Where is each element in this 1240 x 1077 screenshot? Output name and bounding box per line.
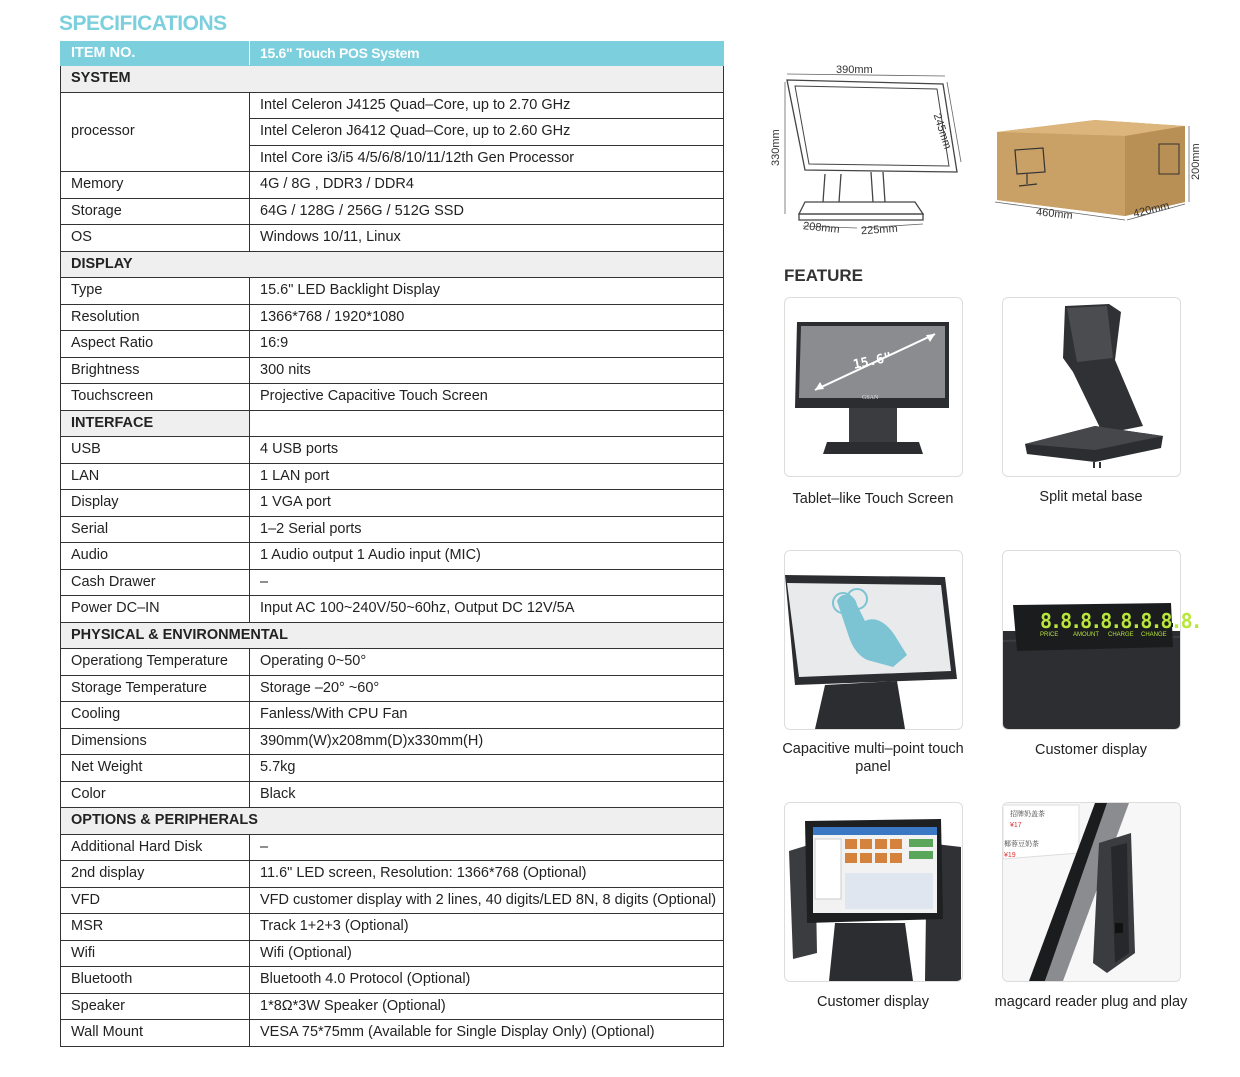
vfd-label-price: PRICE xyxy=(1040,632,1059,638)
row-value: 4G / 8G , DDR3 / DDR4 xyxy=(250,172,724,199)
feature-caption: Capacitive multi–point touch panel xyxy=(782,741,964,775)
row-label: Dimensions xyxy=(61,728,250,755)
row-label: Resolution xyxy=(61,304,250,331)
row-label: Type xyxy=(61,278,250,305)
section-header-display xyxy=(61,251,724,278)
table-row xyxy=(61,649,724,676)
row-label: OS xyxy=(61,225,250,252)
dual-display-illustration xyxy=(785,803,962,981)
table-row xyxy=(61,543,724,570)
table-row xyxy=(61,834,724,861)
row-label: Storage xyxy=(61,198,250,225)
row-value: 64G / 128G / 256G / 512G SSD xyxy=(250,198,724,225)
specifications-title: SPECIFICATIONS xyxy=(59,12,227,35)
row-value: 11.6" LED screen, Resolution: 1366*768 (Optional) xyxy=(250,861,724,888)
box-height-label: 200mm xyxy=(1190,143,1202,180)
table-row xyxy=(61,861,724,888)
section-title: PHYSICAL & ENVIRONMENTAL xyxy=(61,622,724,649)
table-row xyxy=(61,1020,724,1047)
vfd-illustration xyxy=(1003,551,1180,729)
box-width-label: 420mm xyxy=(1132,199,1171,221)
row-label: Wall Mount xyxy=(61,1020,250,1047)
row-label: Cash Drawer xyxy=(61,569,250,596)
row-value: Input AC 100~240V/50~60hz, Output DC 12V/5A xyxy=(250,596,724,623)
feature-caption: Customer display xyxy=(816,994,929,1010)
row-label: Additional Hard Disk xyxy=(61,834,250,861)
section-title: DISPLAY xyxy=(61,251,724,278)
item-number-label: ITEM NO. xyxy=(61,42,250,66)
row-value: Track 1+2+3 (Optional) xyxy=(250,914,724,941)
table-row xyxy=(61,728,724,755)
row-label: 2nd display xyxy=(61,861,250,888)
dimension-screen-depth-label: 245mm xyxy=(930,112,954,151)
menu-price-2: ¥19 xyxy=(1004,852,1016,859)
row-value: 390mm(W)x208mm(D)x330mm(H) xyxy=(250,728,724,755)
table-row xyxy=(61,92,724,119)
item-number-value: 15.6" Touch POS System xyxy=(250,42,724,66)
row-label: VFD xyxy=(61,887,250,914)
row-label: LAN xyxy=(61,463,250,490)
table-row xyxy=(61,516,724,543)
feature-caption: Customer display xyxy=(1034,742,1147,758)
row-label: Audio xyxy=(61,543,250,570)
table-row xyxy=(61,702,724,729)
spec-table xyxy=(60,41,724,1047)
vfd-label-amount: AMOUNT xyxy=(1073,632,1099,638)
row-value: 15.6" LED Backlight Display xyxy=(250,278,724,305)
section-header-options xyxy=(61,808,724,835)
table-row xyxy=(61,914,724,941)
row-value: – xyxy=(250,834,724,861)
table-row xyxy=(61,437,724,464)
row-value: 1 LAN port xyxy=(250,463,724,490)
feature-image-touch-screen xyxy=(784,297,963,477)
table-row xyxy=(61,569,724,596)
row-value: VESA 75*75mm (Available for Single Display Only) (Optional) xyxy=(250,1020,724,1047)
section-header-physical xyxy=(61,622,724,649)
table-row xyxy=(61,172,724,199)
processor-option: Intel Core i3/i5 4/5/6/8/10/11/12th Gen Processor xyxy=(250,145,724,172)
brand-logo: GSAN xyxy=(862,395,879,401)
table-row xyxy=(61,304,724,331)
item-number-row xyxy=(61,42,724,66)
row-label: Wifi xyxy=(61,940,250,967)
table-row xyxy=(61,490,724,517)
vfd-digits: 8.8.8.8.8.8.8.8. xyxy=(1040,609,1201,633)
row-label: Storage Temperature xyxy=(61,675,250,702)
dimension-base-width-label: 225mm xyxy=(860,222,899,238)
table-row xyxy=(61,675,724,702)
table-row xyxy=(61,940,724,967)
row-value: 5.7kg xyxy=(250,755,724,782)
section-title: SYSTEM xyxy=(61,66,724,93)
vfd-label-charge: CHARGE xyxy=(1108,632,1134,638)
section-title: INTERFACE xyxy=(61,410,250,437)
table-row xyxy=(61,357,724,384)
table-row xyxy=(61,225,724,252)
feature-title: FEATURE xyxy=(784,266,864,285)
section-title: OPTIONS & PERIPHERALS xyxy=(61,808,724,835)
row-value: 300 nits xyxy=(250,357,724,384)
row-label: Power DC–IN xyxy=(61,596,250,623)
row-value: Wifi (Optional) xyxy=(250,940,724,967)
table-row xyxy=(61,967,724,994)
table-row xyxy=(61,198,724,225)
row-label: Serial xyxy=(61,516,250,543)
feature-image-msr xyxy=(1002,802,1181,982)
table-row xyxy=(61,331,724,358)
row-value: Operating 0~50° xyxy=(250,649,724,676)
row-label: USB xyxy=(61,437,250,464)
table-row xyxy=(61,596,724,623)
feature-caption: Split metal base xyxy=(1039,489,1143,505)
row-label: Touchscreen xyxy=(61,384,250,411)
feature-caption: Tablet–like Touch Screen xyxy=(792,491,954,507)
feature-caption: magcard reader plug and play xyxy=(994,994,1188,1010)
row-value: Fanless/With CPU Fan xyxy=(250,702,724,729)
box-length-label: 460mm xyxy=(1035,206,1074,222)
section-header-system xyxy=(61,66,724,93)
table-row xyxy=(61,755,724,782)
row-value: – xyxy=(250,569,724,596)
feature-image-vfd-display xyxy=(1002,550,1181,730)
row-value: Projective Capacitive Touch Screen xyxy=(250,384,724,411)
menu-price-1: ¥17 xyxy=(1010,822,1022,829)
row-value: 1 VGA port xyxy=(250,490,724,517)
section-header-interface xyxy=(61,410,724,437)
row-label: Display xyxy=(61,490,250,517)
row-value: 1366*768 / 1920*1080 xyxy=(250,304,724,331)
table-row xyxy=(61,887,724,914)
table-row xyxy=(61,781,724,808)
dimension-width-label: 390mm xyxy=(836,64,873,76)
row-label: Memory xyxy=(61,172,250,199)
screen-size-label: 15.6" xyxy=(851,350,894,373)
processor-label: processor xyxy=(61,92,250,172)
row-label: Operationg Temperature xyxy=(61,649,250,676)
feature-image-multi-touch xyxy=(784,550,963,730)
pos-terminal-illustration xyxy=(785,298,962,476)
feature-image-second-display xyxy=(784,802,963,982)
msr-illustration xyxy=(1003,803,1180,981)
dimension-base-depth-label: 208mm xyxy=(802,220,841,236)
row-label: Color xyxy=(61,781,250,808)
table-row xyxy=(61,384,724,411)
table-row xyxy=(61,278,724,305)
row-label: MSR xyxy=(61,914,250,941)
dimension-height-label: 330mm xyxy=(770,129,782,166)
row-label: Speaker xyxy=(61,993,250,1020)
dimension-lines xyxy=(785,74,961,228)
row-value: 4 USB ports xyxy=(250,437,724,464)
row-value: 1 Audio output 1 Audio input (MIC) xyxy=(250,543,724,570)
row-value: Black xyxy=(250,781,724,808)
row-value: 1*8Ω*3W Speaker (Optional) xyxy=(250,993,724,1020)
row-label: Net Weight xyxy=(61,755,250,782)
row-label: Brightness xyxy=(61,357,250,384)
multi-touch-illustration xyxy=(785,551,962,729)
menu-item-1: 招牌奶盖茶 xyxy=(1010,810,1045,818)
processor-option: Intel Celeron J6412 Quad–Core, up to 2.60 GHz xyxy=(250,119,724,146)
vfd-label-change: CHANGE xyxy=(1141,632,1167,638)
metal-base-illustration xyxy=(1003,298,1180,476)
row-value: 1–2 Serial ports xyxy=(250,516,724,543)
section-blank-cell xyxy=(250,410,724,437)
table-row xyxy=(61,993,724,1020)
row-value: Bluetooth 4.0 Protocol (Optional) xyxy=(250,967,724,994)
feature-image-metal-base xyxy=(1002,297,1181,477)
row-label: Bluetooth xyxy=(61,967,250,994)
row-value: 16:9 xyxy=(250,331,724,358)
row-value: Storage –20° ~60° xyxy=(250,675,724,702)
row-label: Aspect Ratio xyxy=(61,331,250,358)
table-row xyxy=(61,463,724,490)
terminal-line-drawing xyxy=(787,80,957,220)
processor-option: Intel Celeron J4125 Quad–Core, up to 2.70 GHz xyxy=(250,92,724,119)
row-label: Cooling xyxy=(61,702,250,729)
menu-item-2: 椰蓉豆奶茶 xyxy=(1004,840,1039,848)
row-value: VFD customer display with 2 lines, 40 digits/LED 8N, 8 digits (Optional) xyxy=(250,887,724,914)
row-value: Windows 10/11, Linux xyxy=(250,225,724,252)
